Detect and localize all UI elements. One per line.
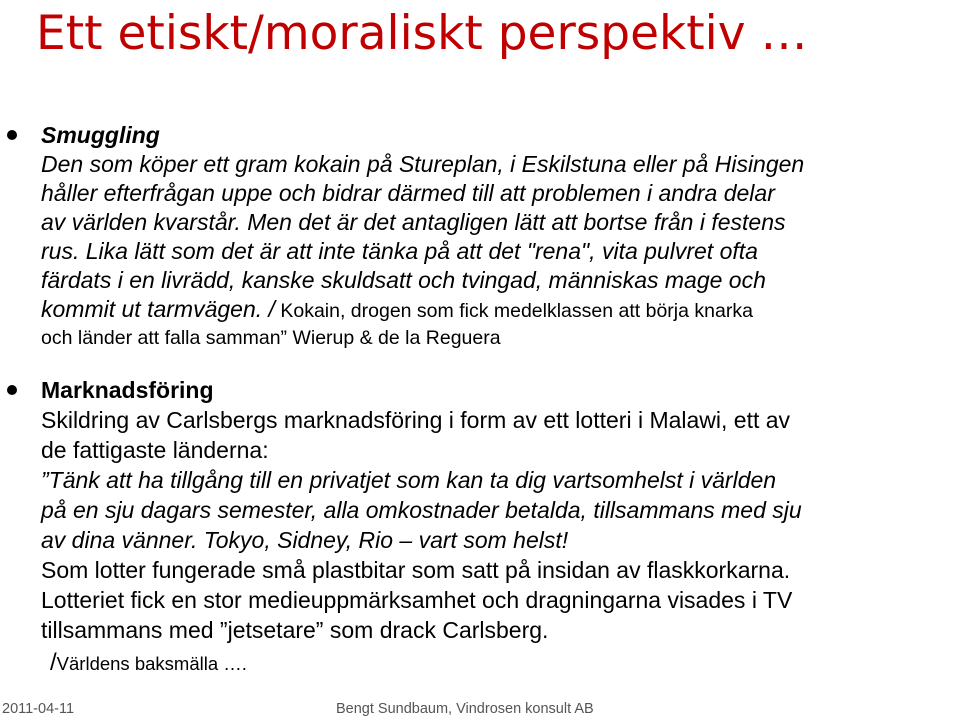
- bullet-dot-icon: [7, 130, 17, 140]
- bullet-text-line-mixed: [41, 295, 952, 324]
- quote-line: av dina vänner. Tokyo, Sidney, Rio – vart som helst!: [41, 527, 569, 553]
- bullet-text-line: färdats i en livrädd, kanske skuldsatt och tvingad, människas mage och: [41, 267, 766, 293]
- bullet-text-line: tillsammans med ”jetsetare” som drack Carlsberg.: [41, 617, 549, 643]
- bullet-text-line: av världen kvarstår. Men det är det antagligen lätt att bortse från i festens: [41, 209, 786, 235]
- bullet-heading: Marknadsföring: [41, 377, 214, 403]
- bullet-heading: Smuggling: [41, 122, 160, 148]
- bullet-body: [41, 121, 952, 353]
- source-signature: [50, 648, 247, 679]
- bullet-text-line: rus. Lika lätt som det är att inte tänka på att det "rena", vita pulvret ofta: [41, 238, 758, 264]
- signature-slash: /: [50, 649, 57, 676]
- bullet-text-line: Skildring av Carlsbergs marknadsföring i form av ett lotteri i Malawi, ett av: [41, 407, 791, 433]
- quote-line: på en sju dagars semester, alla omkostnader betalda, tillsammans med sju: [41, 497, 802, 523]
- bullet-text-line: de fattigaste länderna:: [41, 437, 269, 463]
- bullet-text-line: håller efterfrågan uppe och bidrar därmed till att problemen i andra delar: [41, 180, 775, 206]
- bullet-text-line: Lotteriet fick en stor medieuppmärksamhet och dragningarna visades i TV: [41, 587, 793, 613]
- source-citation-line: och länder att falla samman” Wierup & de la Reguera: [41, 327, 501, 349]
- quote-line: ”Tänk att ha tillgång till en privatjet som kan ta dig vartsomhelst i världen: [41, 467, 777, 493]
- bullet-text-line: Som lotter fungerade små plastbitar som satt på insidan av flaskkorkarna.: [41, 557, 791, 583]
- source-slash: /: [268, 296, 275, 322]
- signature-text: Världens baksmälla ….: [56, 653, 247, 674]
- bullet-text-line: Den som köper ett gram kokain på Stureplan, i Eskilstuna eller på Hisingen: [41, 151, 805, 177]
- bullet-text-fragment: kommit ut tarmvägen.: [41, 296, 269, 322]
- slide-title: Ett etiskt/moraliskt perspektiv …: [36, 6, 808, 61]
- footer-author: Bengt Sundbaum, Vindrosen konsult AB: [336, 701, 594, 717]
- source-citation: Kokain, drogen som fick medelklassen att börja knarka: [274, 300, 753, 322]
- footer-date: 2011-04-11: [2, 701, 75, 717]
- bullet-dot-icon: [7, 385, 17, 395]
- bullet-body: [41, 375, 952, 645]
